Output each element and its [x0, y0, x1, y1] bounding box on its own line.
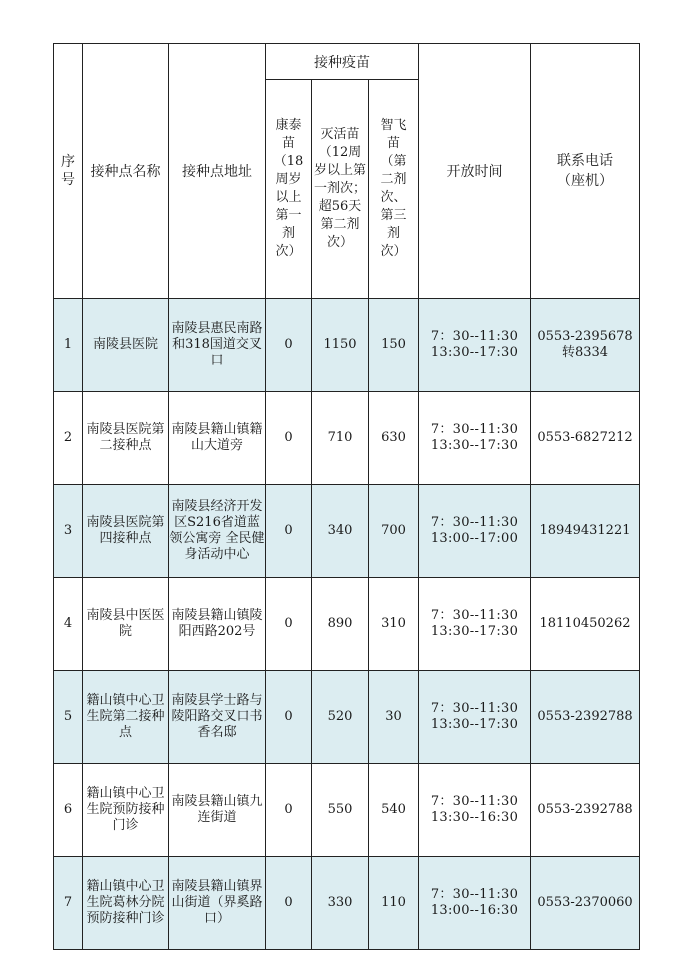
site-address-cell: 南陵县经济开发区S216省道蓝领公寓旁 全民健身活动中心 [169, 485, 266, 578]
open-hours-cell [419, 485, 531, 578]
kangtai-count-cell: 0 [266, 764, 312, 857]
afternoon-hours: 13:00--16:30 [430, 903, 519, 918]
morning-hours: 7：30--11:30 [430, 794, 519, 809]
morning-hours: 7：30--11:30 [430, 422, 519, 437]
seq-cell: 2 [54, 392, 83, 485]
site-name-cell: 南陵县医院第二接种点 [83, 392, 169, 485]
zhifei-count-cell: 30 [369, 671, 419, 764]
table-body [54, 299, 640, 950]
inactivated-count-cell: 710 [312, 392, 369, 485]
afternoon-hours: 13:30--17:30 [430, 345, 519, 360]
site-address-cell: 南陵县籍山镇陵阳西路202号 [169, 578, 266, 671]
open-hours-header: 开放时间 [419, 44, 531, 299]
phone-cell: 0553-6827212 [531, 392, 640, 485]
zhifei-count-cell: 700 [369, 485, 419, 578]
seq-header: 序号 [54, 44, 83, 299]
table-row [54, 671, 640, 764]
site-address-cell: 南陵县籍山镇九连街道 [169, 764, 266, 857]
table-row [54, 578, 640, 671]
open-hours-cell [419, 764, 531, 857]
morning-hours: 7：30--11:30 [430, 701, 519, 716]
open-hours-cell [419, 299, 531, 392]
phone-cell: 0553-2370060 [531, 857, 640, 950]
table-row [54, 485, 640, 578]
table-row [54, 857, 640, 950]
table-row [54, 392, 640, 485]
kangtai-count-cell: 0 [266, 485, 312, 578]
seq-cell: 5 [54, 671, 83, 764]
phone-header: 联系电话（座机） [531, 44, 640, 299]
afternoon-hours: 13:30--16:30 [430, 810, 519, 825]
vaccine-inactivated-header: 灭活苗（12周岁以上第一剂次；超56天第二剂次） [312, 80, 369, 299]
site-name-header: 接种点名称 [83, 44, 169, 299]
kangtai-count-cell: 0 [266, 857, 312, 950]
inactivated-count-cell: 520 [312, 671, 369, 764]
table-row [54, 299, 640, 392]
inactivated-count-cell: 330 [312, 857, 369, 950]
zhifei-count-cell: 310 [369, 578, 419, 671]
site-address-cell: 南陵县籍山镇籍山大道旁 [169, 392, 266, 485]
vaccination-sites-table [53, 43, 640, 950]
morning-hours: 7：30--11:30 [430, 329, 519, 344]
kangtai-count-cell: 0 [266, 578, 312, 671]
afternoon-hours: 13:30--17:30 [430, 438, 519, 453]
site-name-cell: 南陵县医院 [83, 299, 169, 392]
seq-cell: 1 [54, 299, 83, 392]
morning-hours: 7：30--11:30 [430, 515, 519, 530]
phone-cell: 0553-2395678转8334 [531, 299, 640, 392]
kangtai-count-cell: 0 [266, 392, 312, 485]
open-hours-cell [419, 392, 531, 485]
seq-cell: 4 [54, 578, 83, 671]
inactivated-count-cell: 1150 [312, 299, 369, 392]
site-name-cell: 籍山镇中心卫生院预防接种门诊 [83, 764, 169, 857]
morning-hours: 7：30--11:30 [430, 608, 519, 623]
seq-cell: 3 [54, 485, 83, 578]
site-name-cell: 籍山镇中心卫生院葛林分院预防接种门诊 [83, 857, 169, 950]
seq-cell: 7 [54, 857, 83, 950]
zhifei-count-cell: 630 [369, 392, 419, 485]
site-name-cell: 南陵县中医医院 [83, 578, 169, 671]
vaccine-group-header: 接种疫苗 [266, 44, 419, 80]
inactivated-count-cell: 890 [312, 578, 369, 671]
table-header [54, 44, 640, 299]
open-hours-cell [419, 578, 531, 671]
phone-cell: 18110450262 [531, 578, 640, 671]
site-address-cell: 南陵县惠民南路和318国道交叉口 [169, 299, 266, 392]
open-hours-cell [419, 671, 531, 764]
open-hours-cell [419, 857, 531, 950]
kangtai-count-cell: 0 [266, 299, 312, 392]
site-address-header: 接种点地址 [169, 44, 266, 299]
site-address-cell: 南陵县学士路与陵阳路交叉口书香名邸 [169, 671, 266, 764]
table-row [54, 764, 640, 857]
afternoon-hours: 13:30--17:30 [430, 717, 519, 732]
site-address-cell: 南陵县籍山镇界山街道（界奚路口） [169, 857, 266, 950]
afternoon-hours: 13:30--17:30 [430, 624, 519, 639]
phone-cell: 0553-2392788 [531, 764, 640, 857]
morning-hours: 7：30--11:30 [430, 887, 519, 902]
site-name-cell: 籍山镇中心卫生院第二接种点 [83, 671, 169, 764]
zhifei-count-cell: 110 [369, 857, 419, 950]
phone-cell: 18949431221 [531, 485, 640, 578]
vaccine-kangtai-header: 康泰苗（18周岁以上第一剂次） [266, 80, 312, 299]
zhifei-count-cell: 540 [369, 764, 419, 857]
kangtai-count-cell: 0 [266, 671, 312, 764]
phone-cell: 0553-2392788 [531, 671, 640, 764]
vaccine-zhifei-header: 智飞苗（第二剂次、第三剂次） [369, 80, 419, 299]
site-name-cell: 南陵县医院第四接种点 [83, 485, 169, 578]
seq-cell: 6 [54, 764, 83, 857]
inactivated-count-cell: 550 [312, 764, 369, 857]
inactivated-count-cell: 340 [312, 485, 369, 578]
zhifei-count-cell: 150 [369, 299, 419, 392]
afternoon-hours: 13:00--17:00 [430, 531, 519, 546]
